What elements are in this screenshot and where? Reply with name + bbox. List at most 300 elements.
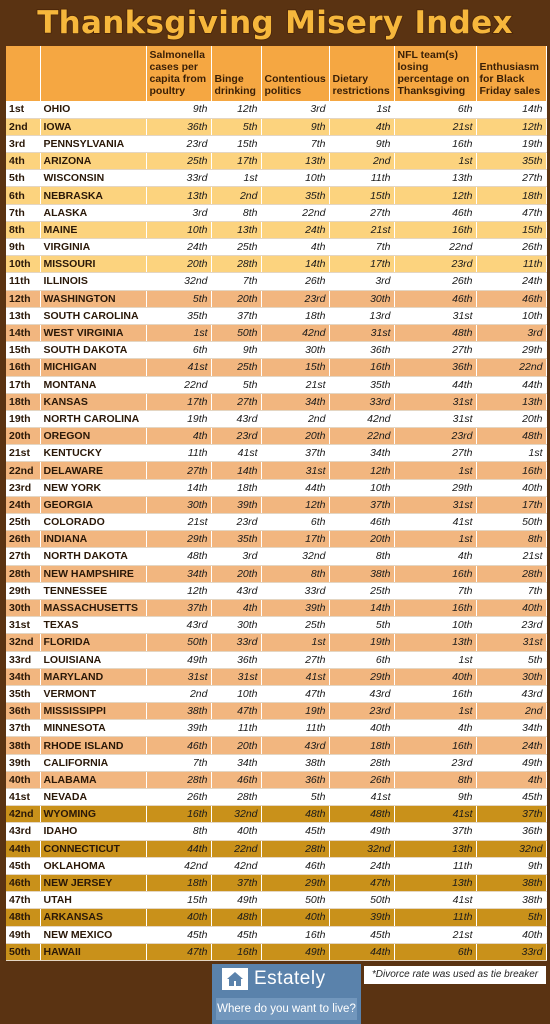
value-cell: 49th [261, 943, 329, 960]
value-cell: 18th [211, 479, 261, 496]
value-cell: 1st [394, 462, 476, 479]
value-cell: 42nd [329, 410, 394, 427]
value-cell: 10th [394, 617, 476, 634]
value-cell: 37th [211, 307, 261, 324]
state-cell: FLORIDA [40, 634, 146, 651]
value-cell: 19th [146, 410, 211, 427]
value-cell: 3rd [261, 101, 329, 118]
state-cell: HAWAII [40, 943, 146, 960]
value-cell: 28th [261, 840, 329, 857]
value-cell: 7th [146, 754, 211, 771]
footer [0, 962, 550, 1024]
value-cell: 41st [394, 892, 476, 909]
value-cell: 31st [476, 634, 546, 651]
value-cell: 11th [261, 720, 329, 737]
rank-cell: 31st [6, 617, 40, 634]
value-cell: 20th [329, 531, 394, 548]
table-row [6, 221, 546, 238]
value-cell: 9th [211, 342, 261, 359]
value-cell: 31st [394, 410, 476, 427]
value-cell: 26th [476, 239, 546, 256]
state-cell: PENNSYLVANIA [40, 135, 146, 152]
rank-cell: 24th [6, 496, 40, 513]
table-body [6, 101, 546, 960]
table-row [6, 273, 546, 290]
value-cell: 14th [211, 462, 261, 479]
value-cell: 32nd [146, 273, 211, 290]
table-row [6, 599, 546, 616]
value-cell: 6th [394, 101, 476, 118]
value-cell: 25th [211, 239, 261, 256]
value-cell: 30th [261, 342, 329, 359]
value-cell: 23rd [394, 754, 476, 771]
brand-tagline: Where do you want to live? [216, 998, 357, 1020]
value-cell: 26th [261, 273, 329, 290]
value-cell: 19th [329, 634, 394, 651]
value-cell: 28th [146, 771, 211, 788]
value-cell: 8th [394, 771, 476, 788]
value-cell: 46th [329, 514, 394, 531]
state-cell: KANSAS [40, 393, 146, 410]
value-cell: 30th [329, 290, 394, 307]
value-cell: 16th [394, 135, 476, 152]
value-cell: 32nd [261, 548, 329, 565]
value-cell: 23rd [329, 703, 394, 720]
value-cell: 3rd [476, 324, 546, 341]
value-cell: 16th [394, 737, 476, 754]
house-icon [222, 968, 248, 990]
value-cell: 12th [146, 582, 211, 599]
value-cell: 15th [476, 221, 546, 238]
rank-cell: 38th [6, 737, 40, 754]
column-header: Salmonella cases per capita from poultry [146, 46, 211, 101]
value-cell: 13th [394, 634, 476, 651]
rank-cell: 35th [6, 685, 40, 702]
state-cell: IOWA [40, 118, 146, 135]
value-cell: 10th [476, 307, 546, 324]
tie-breaker-note: *Divorce rate was used as tie breaker [364, 966, 546, 984]
value-cell: 38th [146, 703, 211, 720]
table-row [6, 771, 546, 788]
column-header: Dietary restrictions [329, 46, 394, 101]
value-cell: 49th [146, 651, 211, 668]
value-cell: 25th [146, 153, 211, 170]
rank-cell: 23rd [6, 479, 40, 496]
value-cell: 46th [261, 857, 329, 874]
table-row [6, 720, 546, 737]
value-cell: 38th [476, 874, 546, 891]
table-row [6, 634, 546, 651]
value-cell: 28th [476, 565, 546, 582]
value-cell: 12th [394, 187, 476, 204]
value-cell: 18th [476, 187, 546, 204]
state-cell: MINNESOTA [40, 720, 146, 737]
value-cell: 45th [146, 926, 211, 943]
value-cell: 33rd [329, 393, 394, 410]
rank-cell: 47th [6, 892, 40, 909]
column-header: Enthusiasm for Black Friday sales [476, 46, 546, 101]
value-cell: 10th [261, 170, 329, 187]
value-cell: 36th [261, 771, 329, 788]
table-row [6, 926, 546, 943]
state-cell: VIRGINIA [40, 239, 146, 256]
value-cell: 35th [211, 531, 261, 548]
rank-cell: 43rd [6, 823, 40, 840]
value-cell: 39th [146, 720, 211, 737]
value-cell: 50th [146, 634, 211, 651]
value-cell: 22nd [329, 428, 394, 445]
table-row [6, 256, 546, 273]
value-cell: 31st [394, 496, 476, 513]
value-cell: 41st [329, 789, 394, 806]
value-cell: 7th [261, 135, 329, 152]
rank-cell: 13th [6, 307, 40, 324]
value-cell: 32nd [476, 840, 546, 857]
value-cell: 6th [261, 514, 329, 531]
value-cell: 39th [329, 909, 394, 926]
value-cell: 40th [476, 599, 546, 616]
value-cell: 24th [329, 857, 394, 874]
value-cell: 48th [146, 548, 211, 565]
rank-cell: 29th [6, 582, 40, 599]
column-header [40, 46, 146, 101]
value-cell: 13th [211, 221, 261, 238]
value-cell: 14th [476, 101, 546, 118]
value-cell: 40th [394, 668, 476, 685]
value-cell: 2nd [261, 410, 329, 427]
value-cell: 46th [394, 290, 476, 307]
value-cell: 43rd [476, 685, 546, 702]
value-cell: 37th [261, 445, 329, 462]
value-cell: 23rd [211, 514, 261, 531]
value-cell: 40th [211, 823, 261, 840]
table-row [6, 376, 546, 393]
value-cell: 10th [211, 685, 261, 702]
value-cell: 11th [394, 857, 476, 874]
value-cell: 4th [329, 118, 394, 135]
value-cell: 26th [329, 771, 394, 788]
table-row [6, 754, 546, 771]
value-cell: 17th [146, 393, 211, 410]
rank-cell: 1st [6, 101, 40, 118]
value-cell: 9th [146, 101, 211, 118]
value-cell: 27th [261, 651, 329, 668]
value-cell: 15th [146, 892, 211, 909]
value-cell: 23rd [476, 617, 546, 634]
page-title: Thanksgiving Misery Index [37, 5, 513, 41]
value-cell: 4th [394, 720, 476, 737]
rank-cell: 16th [6, 359, 40, 376]
table-row [6, 324, 546, 341]
table-row [6, 307, 546, 324]
value-cell: 36th [476, 823, 546, 840]
state-cell: ILLINOIS [40, 273, 146, 290]
value-cell: 20th [211, 290, 261, 307]
rank-cell: 17th [6, 376, 40, 393]
column-header: Binge drinking [211, 46, 261, 101]
value-cell: 6th [394, 943, 476, 960]
table-row [6, 685, 546, 702]
value-cell: 33rd [476, 943, 546, 960]
value-cell: 3rd [146, 204, 211, 221]
rank-cell: 34th [6, 668, 40, 685]
value-cell: 1st [261, 634, 329, 651]
state-cell: WISCONSIN [40, 170, 146, 187]
value-cell: 44th [261, 479, 329, 496]
column-header: NFL team(s) losing percentage on Thanksgiving [394, 46, 476, 101]
value-cell: 34th [146, 565, 211, 582]
value-cell: 48th [211, 909, 261, 926]
value-cell: 4th [476, 771, 546, 788]
value-cell: 29th [476, 342, 546, 359]
value-cell: 3rd [329, 273, 394, 290]
rank-cell: 18th [6, 393, 40, 410]
rank-cell: 25th [6, 514, 40, 531]
value-cell: 18th [261, 307, 329, 324]
value-cell: 7th [329, 239, 394, 256]
table-row [6, 789, 546, 806]
value-cell: 15th [329, 187, 394, 204]
value-cell: 25th [261, 617, 329, 634]
rank-cell: 40th [6, 771, 40, 788]
value-cell: 42nd [261, 324, 329, 341]
value-cell: 10th [146, 221, 211, 238]
table-row [6, 651, 546, 668]
value-cell: 3rd [211, 548, 261, 565]
state-cell: WASHINGTON [40, 290, 146, 307]
value-cell: 6th [329, 651, 394, 668]
value-cell: 22nd [394, 239, 476, 256]
value-cell: 38th [329, 565, 394, 582]
table-row [6, 118, 546, 135]
value-cell: 5th [476, 909, 546, 926]
value-cell: 9th [329, 135, 394, 152]
rank-cell: 42nd [6, 806, 40, 823]
state-cell: IDAHO [40, 823, 146, 840]
value-cell: 28th [211, 256, 261, 273]
value-cell: 5th [211, 376, 261, 393]
value-cell: 41st [261, 668, 329, 685]
value-cell: 21st [394, 118, 476, 135]
value-cell: 2nd [329, 153, 394, 170]
value-cell: 36th [394, 359, 476, 376]
rank-cell: 11th [6, 273, 40, 290]
state-cell: MONTANA [40, 376, 146, 393]
table-row [6, 909, 546, 926]
value-cell: 19th [261, 703, 329, 720]
value-cell: 15th [261, 359, 329, 376]
state-cell: MISSOURI [40, 256, 146, 273]
rank-cell: 48th [6, 909, 40, 926]
rank-cell: 15th [6, 342, 40, 359]
table-row [6, 823, 546, 840]
table-row [6, 153, 546, 170]
table-row [6, 393, 546, 410]
value-cell: 43rd [146, 617, 211, 634]
value-cell: 30th [211, 617, 261, 634]
rank-cell: 10th [6, 256, 40, 273]
table-row [6, 101, 546, 118]
value-cell: 7th [394, 582, 476, 599]
value-cell: 38th [476, 892, 546, 909]
value-cell: 12th [476, 118, 546, 135]
state-cell: GEORGIA [40, 496, 146, 513]
table-row [6, 462, 546, 479]
value-cell: 1st [394, 703, 476, 720]
value-cell: 1st [394, 531, 476, 548]
value-cell: 9th [261, 118, 329, 135]
state-cell: NEW HAMPSHIRE [40, 565, 146, 582]
table-row [6, 943, 546, 960]
value-cell: 33rd [146, 170, 211, 187]
value-cell: 13rd [329, 307, 394, 324]
state-cell: TEXAS [40, 617, 146, 634]
brand-name: Estately [254, 968, 326, 989]
value-cell: 50th [476, 514, 546, 531]
estately-logo[interactable] [212, 964, 361, 1024]
state-cell: OKLAHOMA [40, 857, 146, 874]
value-cell: 17th [476, 496, 546, 513]
rank-cell: 32nd [6, 634, 40, 651]
rank-cell: 50th [6, 943, 40, 960]
rank-cell: 21st [6, 445, 40, 462]
value-cell: 30th [146, 496, 211, 513]
value-cell: 47th [211, 703, 261, 720]
value-cell: 12th [261, 496, 329, 513]
rank-cell: 46th [6, 874, 40, 891]
value-cell: 47th [146, 943, 211, 960]
state-cell: ALABAMA [40, 771, 146, 788]
value-cell: 22nd [261, 204, 329, 221]
rank-cell: 2nd [6, 118, 40, 135]
value-cell: 40th [261, 909, 329, 926]
rank-cell: 27th [6, 548, 40, 565]
value-cell: 4th [211, 599, 261, 616]
value-cell: 33rd [261, 582, 329, 599]
value-cell: 38th [261, 754, 329, 771]
value-cell: 31st [261, 462, 329, 479]
table-row [6, 874, 546, 891]
value-cell: 20th [476, 410, 546, 427]
value-cell: 24th [476, 273, 546, 290]
rank-cell: 22nd [6, 462, 40, 479]
value-cell: 34th [329, 445, 394, 462]
value-cell: 50th [211, 324, 261, 341]
value-cell: 27th [329, 204, 394, 221]
state-cell: WEST VIRGINIA [40, 324, 146, 341]
value-cell: 35th [146, 307, 211, 324]
value-cell: 20th [211, 737, 261, 754]
value-cell: 18th [146, 874, 211, 891]
value-cell: 45th [329, 926, 394, 943]
value-cell: 8th [329, 548, 394, 565]
value-cell: 33rd [211, 634, 261, 651]
table-row [6, 479, 546, 496]
state-cell: TENNESSEE [40, 582, 146, 599]
value-cell: 1st [329, 101, 394, 118]
table-row [6, 496, 546, 513]
table-row [6, 514, 546, 531]
value-cell: 8th [146, 823, 211, 840]
value-cell: 37th [476, 806, 546, 823]
state-cell: RHODE ISLAND [40, 737, 146, 754]
value-cell: 41st [146, 359, 211, 376]
rank-cell: 4th [6, 153, 40, 170]
value-cell: 5th [261, 789, 329, 806]
value-cell: 1st [476, 445, 546, 462]
value-cell: 15th [211, 135, 261, 152]
value-cell: 20th [211, 565, 261, 582]
value-cell: 31st [394, 393, 476, 410]
table-row [6, 410, 546, 427]
value-cell: 11th [476, 256, 546, 273]
value-cell: 24th [146, 239, 211, 256]
state-cell: VERMONT [40, 685, 146, 702]
value-cell: 1st [146, 324, 211, 341]
value-cell: 27th [146, 462, 211, 479]
value-cell: 13th [394, 840, 476, 857]
value-cell: 28th [329, 754, 394, 771]
column-header [6, 46, 40, 101]
value-cell: 21st [476, 548, 546, 565]
value-cell: 1st [211, 170, 261, 187]
table-row [6, 840, 546, 857]
value-cell: 43rd [211, 582, 261, 599]
rank-cell: 44th [6, 840, 40, 857]
value-cell: 16th [261, 926, 329, 943]
table-row [6, 668, 546, 685]
value-cell: 9th [476, 857, 546, 874]
value-cell: 12th [329, 462, 394, 479]
table-row [6, 428, 546, 445]
value-cell: 20th [146, 256, 211, 273]
value-cell: 42nd [146, 857, 211, 874]
table-row [6, 617, 546, 634]
rank-cell: 37th [6, 720, 40, 737]
value-cell: 29th [261, 874, 329, 891]
value-cell: 16th [394, 685, 476, 702]
value-cell: 39th [261, 599, 329, 616]
value-cell: 21st [261, 376, 329, 393]
value-cell: 46th [211, 771, 261, 788]
table-row [6, 135, 546, 152]
table-row [6, 582, 546, 599]
value-cell: 46th [394, 204, 476, 221]
state-cell: NEW YORK [40, 479, 146, 496]
state-cell: MAINE [40, 221, 146, 238]
value-cell: 40th [146, 909, 211, 926]
value-cell: 45th [211, 926, 261, 943]
value-cell: 23rd [146, 135, 211, 152]
state-cell: OHIO [40, 101, 146, 118]
misery-index-table [6, 46, 547, 961]
value-cell: 16th [394, 599, 476, 616]
value-cell: 34th [261, 393, 329, 410]
value-cell: 29th [329, 668, 394, 685]
rank-cell: 19th [6, 410, 40, 427]
value-cell: 27th [211, 393, 261, 410]
value-cell: 32nd [211, 806, 261, 823]
value-cell: 31st [394, 307, 476, 324]
value-cell: 18th [329, 737, 394, 754]
value-cell: 41st [211, 445, 261, 462]
state-cell: MASSACHUSETTS [40, 599, 146, 616]
rank-cell: 14th [6, 324, 40, 341]
value-cell: 47th [329, 874, 394, 891]
value-cell: 39th [211, 496, 261, 513]
value-cell: 17th [261, 531, 329, 548]
value-cell: 37th [146, 599, 211, 616]
